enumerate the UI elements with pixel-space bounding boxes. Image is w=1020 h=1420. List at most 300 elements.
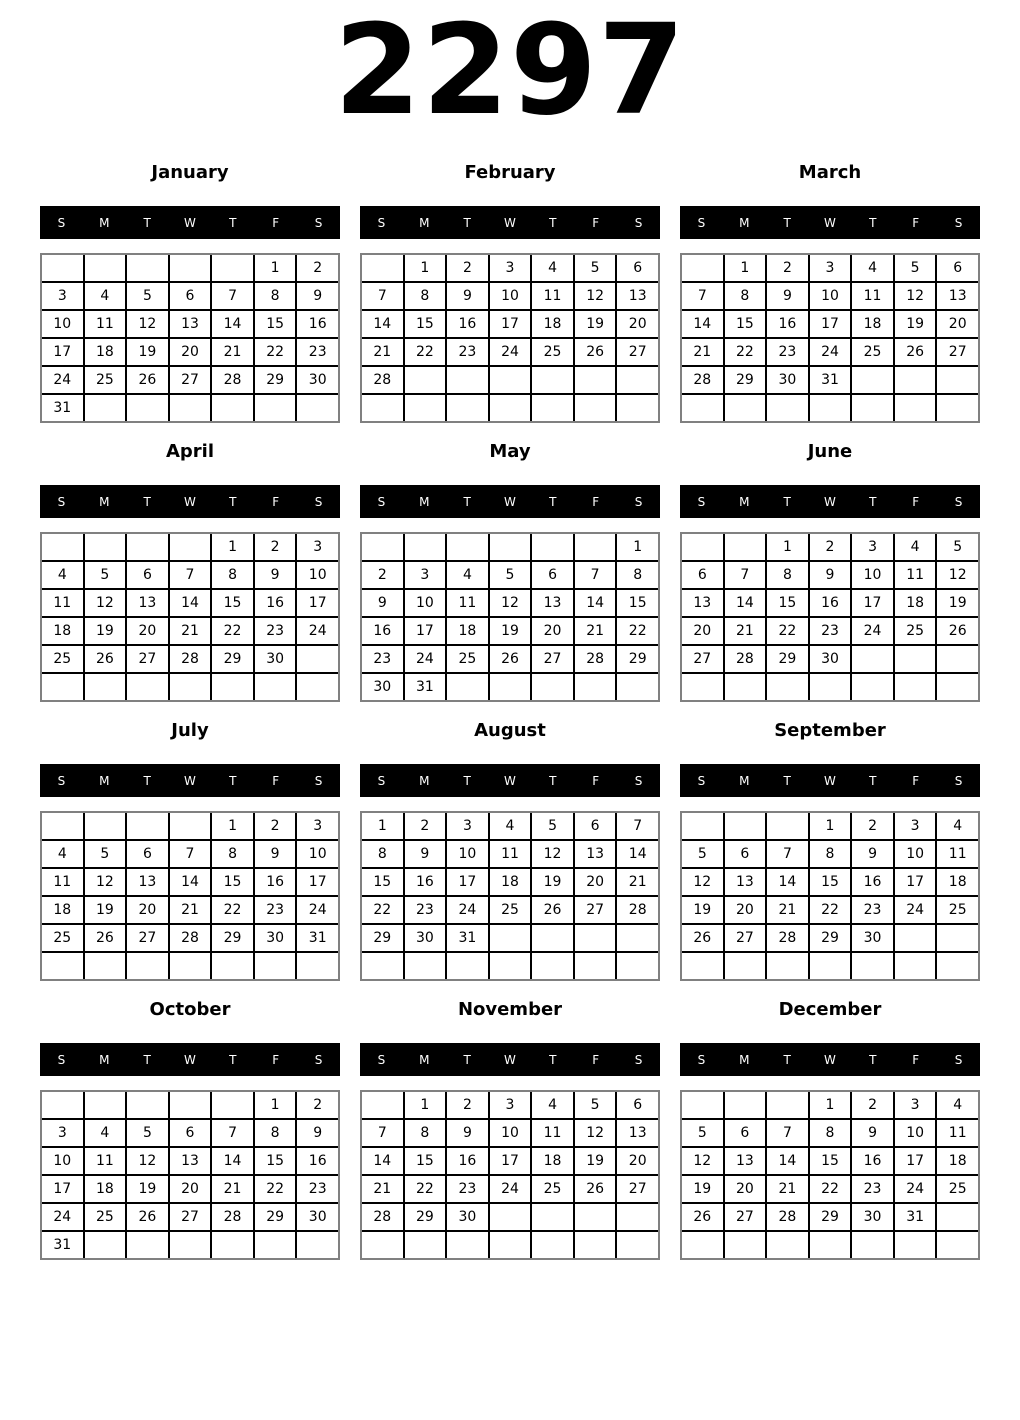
day-cell: 14 (362, 311, 403, 337)
day-cell (725, 1232, 766, 1258)
day-cell (617, 674, 658, 700)
day-cell: 1 (810, 813, 851, 839)
day-cell (682, 674, 723, 700)
month-block (360, 1000, 660, 1260)
day-cell: 12 (682, 869, 723, 895)
day-cell: 19 (85, 618, 126, 644)
day-cell: 5 (532, 813, 573, 839)
day-cell: 17 (490, 311, 531, 337)
day-cell: 30 (405, 925, 446, 951)
day-cell (617, 395, 658, 421)
day-cell (617, 925, 658, 951)
day-cell: 21 (767, 897, 808, 923)
day-cell: 3 (297, 813, 338, 839)
day-cell: 20 (532, 618, 573, 644)
weekday-label: F (912, 494, 920, 509)
month-block (360, 721, 660, 981)
weekday-label: S (57, 215, 66, 230)
day-cell: 20 (575, 869, 616, 895)
weekday-header-bar (40, 485, 340, 518)
day-cell: 18 (852, 311, 893, 337)
day-cell (852, 395, 893, 421)
day-cell: 29 (212, 646, 253, 672)
day-cell: 15 (212, 590, 253, 616)
weekday-label: S (57, 773, 66, 788)
day-cell: 21 (212, 1176, 253, 1202)
day-cell: 29 (810, 925, 851, 951)
day-cell: 2 (852, 1092, 893, 1118)
day-cell: 17 (405, 618, 446, 644)
day-cell: 30 (362, 674, 403, 700)
day-cell (490, 674, 531, 700)
day-cell: 21 (575, 618, 616, 644)
day-cell: 17 (895, 869, 936, 895)
day-cell: 10 (895, 841, 936, 867)
weekday-label: W (824, 494, 836, 509)
day-cell (127, 395, 168, 421)
month-title: July (171, 720, 209, 741)
day-cell (127, 953, 168, 979)
day-cell: 26 (532, 897, 573, 923)
day-cell: 21 (212, 339, 253, 365)
day-cell: 5 (575, 255, 616, 281)
day-cell: 30 (852, 1204, 893, 1230)
day-cell: 18 (42, 618, 83, 644)
day-cell: 2 (447, 1092, 488, 1118)
weekday-label: S (634, 1052, 643, 1067)
day-cell: 17 (42, 339, 83, 365)
month-block (680, 721, 980, 981)
month-title: April (165, 441, 215, 462)
day-cell (575, 395, 616, 421)
day-cell: 27 (532, 646, 573, 672)
weekday-label: F (912, 1052, 920, 1067)
day-cell: 21 (170, 897, 211, 923)
day-cell: 8 (212, 562, 253, 588)
day-cell (42, 674, 83, 700)
day-cell (575, 534, 616, 560)
day-cell (725, 395, 766, 421)
day-cell: 19 (682, 1176, 723, 1202)
day-cell (127, 1092, 168, 1118)
day-cell (852, 1232, 893, 1258)
day-cell (490, 534, 531, 560)
month-block (680, 1000, 980, 1260)
day-cell (810, 953, 851, 979)
weekday-label: W (504, 1052, 516, 1067)
day-cell: 27 (170, 1204, 211, 1230)
day-cell: 20 (170, 1176, 211, 1202)
day-cell: 12 (85, 590, 126, 616)
weekday-label: F (592, 1052, 600, 1067)
month-block (40, 442, 340, 702)
day-cell: 20 (725, 897, 766, 923)
day-cell: 18 (42, 897, 83, 923)
day-cell (170, 674, 211, 700)
day-cell: 15 (362, 869, 403, 895)
month-title: October (149, 999, 231, 1020)
day-cell: 12 (85, 869, 126, 895)
day-cell (405, 534, 446, 560)
weekday-label: W (504, 215, 516, 230)
day-cell: 28 (682, 367, 723, 393)
weekday-label: T (143, 215, 151, 230)
day-cell: 25 (532, 339, 573, 365)
month-day-grid (680, 532, 980, 702)
day-cell: 26 (937, 618, 978, 644)
weekday-header-bar (680, 485, 980, 518)
day-cell: 10 (297, 562, 338, 588)
day-cell: 23 (297, 339, 338, 365)
day-cell: 4 (937, 813, 978, 839)
day-cell (575, 367, 616, 393)
day-cell (362, 1232, 403, 1258)
day-cell: 7 (725, 562, 766, 588)
day-cell: 1 (362, 813, 403, 839)
day-cell: 3 (852, 534, 893, 560)
day-cell: 7 (617, 813, 658, 839)
day-cell: 23 (255, 897, 296, 923)
weekday-label: T (869, 494, 877, 509)
day-cell (895, 367, 936, 393)
day-cell (532, 534, 573, 560)
month-block (680, 442, 980, 702)
day-cell (810, 1232, 851, 1258)
day-cell (255, 674, 296, 700)
day-cell: 23 (362, 646, 403, 672)
day-cell: 22 (405, 339, 446, 365)
day-cell: 30 (810, 646, 851, 672)
day-cell (490, 1204, 531, 1230)
weekday-label: S (377, 1052, 386, 1067)
day-cell (127, 1232, 168, 1258)
day-cell: 28 (170, 646, 211, 672)
day-cell: 22 (767, 618, 808, 644)
day-cell (447, 674, 488, 700)
day-cell: 22 (362, 897, 403, 923)
day-cell: 17 (447, 869, 488, 895)
day-cell: 2 (255, 534, 296, 560)
day-cell: 24 (42, 367, 83, 393)
day-cell: 15 (810, 1148, 851, 1174)
weekday-label: S (377, 773, 386, 788)
day-cell: 7 (170, 841, 211, 867)
weekday-label: F (912, 215, 920, 230)
day-cell: 8 (405, 283, 446, 309)
day-cell: 30 (297, 367, 338, 393)
day-cell: 5 (85, 841, 126, 867)
weekday-label: M (419, 215, 430, 230)
day-cell: 8 (255, 283, 296, 309)
day-cell (405, 395, 446, 421)
day-cell: 17 (810, 311, 851, 337)
day-cell (490, 925, 531, 951)
day-cell (575, 674, 616, 700)
day-cell: 6 (575, 813, 616, 839)
day-cell: 11 (85, 311, 126, 337)
weekday-label: T (229, 773, 237, 788)
day-cell (170, 255, 211, 281)
weekday-label: W (824, 773, 836, 788)
day-cell (255, 953, 296, 979)
day-cell: 6 (937, 255, 978, 281)
day-cell: 9 (767, 283, 808, 309)
day-cell (937, 1204, 978, 1230)
day-cell: 9 (852, 841, 893, 867)
weekday-label: S (634, 773, 643, 788)
day-cell: 12 (895, 283, 936, 309)
day-cell (682, 534, 723, 560)
day-cell: 4 (447, 562, 488, 588)
day-cell: 25 (490, 897, 531, 923)
month-day-grid (360, 532, 660, 702)
weekday-label: F (592, 494, 600, 509)
month-block (360, 442, 660, 702)
day-cell (85, 813, 126, 839)
weekday-header-bar (40, 764, 340, 797)
day-cell: 13 (575, 841, 616, 867)
day-cell (937, 953, 978, 979)
day-cell: 16 (362, 618, 403, 644)
day-cell: 1 (212, 813, 253, 839)
day-cell: 4 (852, 255, 893, 281)
day-cell: 20 (682, 618, 723, 644)
day-cell (255, 1232, 296, 1258)
day-cell (85, 255, 126, 281)
weekday-label: S (314, 494, 323, 509)
day-cell (767, 1092, 808, 1118)
day-cell (297, 646, 338, 672)
day-cell: 5 (575, 1092, 616, 1118)
day-cell (212, 395, 253, 421)
day-cell (405, 367, 446, 393)
month-day-grid (40, 1090, 340, 1260)
month-title: December (778, 999, 882, 1020)
day-cell: 20 (127, 897, 168, 923)
day-cell: 23 (852, 1176, 893, 1202)
day-cell (212, 255, 253, 281)
day-cell (170, 953, 211, 979)
day-cell (617, 953, 658, 979)
day-cell (575, 1232, 616, 1258)
day-cell: 10 (42, 1148, 83, 1174)
day-cell: 15 (617, 590, 658, 616)
weekday-label: S (377, 215, 386, 230)
day-cell: 29 (362, 925, 403, 951)
day-cell: 19 (85, 897, 126, 923)
day-cell: 22 (255, 1176, 296, 1202)
month-block (360, 163, 660, 423)
day-cell (490, 1232, 531, 1258)
weekday-label: T (549, 494, 557, 509)
day-cell: 5 (490, 562, 531, 588)
day-cell: 17 (852, 590, 893, 616)
day-cell: 1 (212, 534, 253, 560)
day-cell: 19 (575, 311, 616, 337)
day-cell: 12 (937, 562, 978, 588)
day-cell: 25 (447, 646, 488, 672)
day-cell: 11 (895, 562, 936, 588)
day-cell: 23 (297, 1176, 338, 1202)
day-cell: 11 (937, 1120, 978, 1146)
day-cell: 17 (490, 1148, 531, 1174)
day-cell: 26 (682, 925, 723, 951)
weekday-label: T (229, 1052, 237, 1067)
day-cell (617, 1204, 658, 1230)
day-cell (362, 1092, 403, 1118)
day-cell: 7 (170, 562, 211, 588)
day-cell: 7 (212, 1120, 253, 1146)
weekday-header-bar (360, 764, 660, 797)
day-cell (127, 534, 168, 560)
day-cell: 26 (575, 339, 616, 365)
day-cell: 8 (725, 283, 766, 309)
day-cell: 6 (170, 1120, 211, 1146)
day-cell: 28 (725, 646, 766, 672)
day-cell: 6 (725, 841, 766, 867)
day-cell (85, 534, 126, 560)
day-cell: 21 (617, 869, 658, 895)
weekday-label: T (549, 215, 557, 230)
day-cell: 4 (85, 283, 126, 309)
day-cell: 25 (85, 1204, 126, 1230)
day-cell: 6 (532, 562, 573, 588)
day-cell: 24 (405, 646, 446, 672)
day-cell (42, 813, 83, 839)
months-grid (0, 163, 1020, 1260)
day-cell (170, 395, 211, 421)
day-cell: 23 (255, 618, 296, 644)
day-cell (810, 395, 851, 421)
day-cell (405, 1232, 446, 1258)
day-cell: 30 (255, 646, 296, 672)
weekday-label: S (377, 494, 386, 509)
day-cell: 4 (895, 534, 936, 560)
month-block (40, 721, 340, 981)
day-cell: 22 (255, 339, 296, 365)
day-cell (852, 367, 893, 393)
month-block (40, 1000, 340, 1260)
day-cell: 13 (617, 1120, 658, 1146)
weekday-header-bar (680, 206, 980, 239)
day-cell: 31 (405, 674, 446, 700)
day-cell: 16 (767, 311, 808, 337)
month-title: September (774, 720, 886, 741)
day-cell: 7 (212, 283, 253, 309)
day-cell: 21 (362, 339, 403, 365)
day-cell: 11 (447, 590, 488, 616)
day-cell: 13 (617, 283, 658, 309)
day-cell: 18 (85, 339, 126, 365)
weekday-label: M (99, 773, 110, 788)
day-cell: 15 (810, 869, 851, 895)
day-cell (212, 1092, 253, 1118)
weekday-label: W (824, 215, 836, 230)
day-cell: 12 (682, 1148, 723, 1174)
day-cell: 18 (85, 1176, 126, 1202)
day-cell: 18 (490, 869, 531, 895)
day-cell: 27 (617, 339, 658, 365)
day-cell: 11 (852, 283, 893, 309)
day-cell: 17 (42, 1176, 83, 1202)
weekday-header-bar (680, 1043, 980, 1076)
weekday-label: W (184, 773, 196, 788)
day-cell: 16 (447, 311, 488, 337)
day-cell: 15 (212, 869, 253, 895)
day-cell (682, 255, 723, 281)
day-cell: 3 (895, 1092, 936, 1118)
day-cell (725, 953, 766, 979)
weekday-label: S (57, 494, 66, 509)
day-cell: 9 (255, 841, 296, 867)
day-cell (767, 1232, 808, 1258)
weekday-label: M (419, 1052, 430, 1067)
day-cell: 11 (532, 1120, 573, 1146)
weekday-label: M (99, 215, 110, 230)
day-cell (42, 953, 83, 979)
day-cell: 13 (170, 311, 211, 337)
weekday-label: S (954, 1052, 963, 1067)
weekday-label: S (314, 773, 323, 788)
day-cell: 2 (362, 562, 403, 588)
weekday-label: S (634, 494, 643, 509)
day-cell: 22 (810, 1176, 851, 1202)
day-cell: 17 (895, 1148, 936, 1174)
day-cell: 19 (127, 339, 168, 365)
weekday-label: W (184, 215, 196, 230)
day-cell: 9 (297, 283, 338, 309)
day-cell (490, 395, 531, 421)
day-cell: 28 (362, 367, 403, 393)
weekday-label: T (783, 494, 791, 509)
day-cell (170, 1092, 211, 1118)
weekday-label: W (184, 494, 196, 509)
day-cell: 25 (85, 367, 126, 393)
day-cell (937, 674, 978, 700)
day-cell (532, 953, 573, 979)
day-cell (170, 1232, 211, 1258)
day-cell: 12 (532, 841, 573, 867)
day-cell: 29 (212, 925, 253, 951)
day-cell: 16 (255, 590, 296, 616)
weekday-header-bar (680, 764, 980, 797)
weekday-label: W (184, 1052, 196, 1067)
day-cell: 27 (127, 646, 168, 672)
day-cell: 30 (767, 367, 808, 393)
weekday-label: T (463, 1052, 471, 1067)
day-cell: 29 (810, 1204, 851, 1230)
day-cell: 8 (810, 1120, 851, 1146)
day-cell: 16 (405, 869, 446, 895)
day-cell (447, 1232, 488, 1258)
day-cell: 2 (447, 255, 488, 281)
day-cell: 7 (362, 1120, 403, 1146)
day-cell: 27 (725, 925, 766, 951)
day-cell (532, 367, 573, 393)
day-cell: 1 (255, 255, 296, 281)
weekday-label: S (954, 494, 963, 509)
day-cell: 26 (490, 646, 531, 672)
day-cell (575, 953, 616, 979)
day-cell: 4 (532, 1092, 573, 1118)
day-cell (85, 1092, 126, 1118)
day-cell: 6 (725, 1120, 766, 1146)
day-cell (682, 1232, 723, 1258)
day-cell: 8 (405, 1120, 446, 1146)
weekday-label: T (463, 773, 471, 788)
day-cell: 28 (212, 367, 253, 393)
weekday-label: S (697, 773, 706, 788)
